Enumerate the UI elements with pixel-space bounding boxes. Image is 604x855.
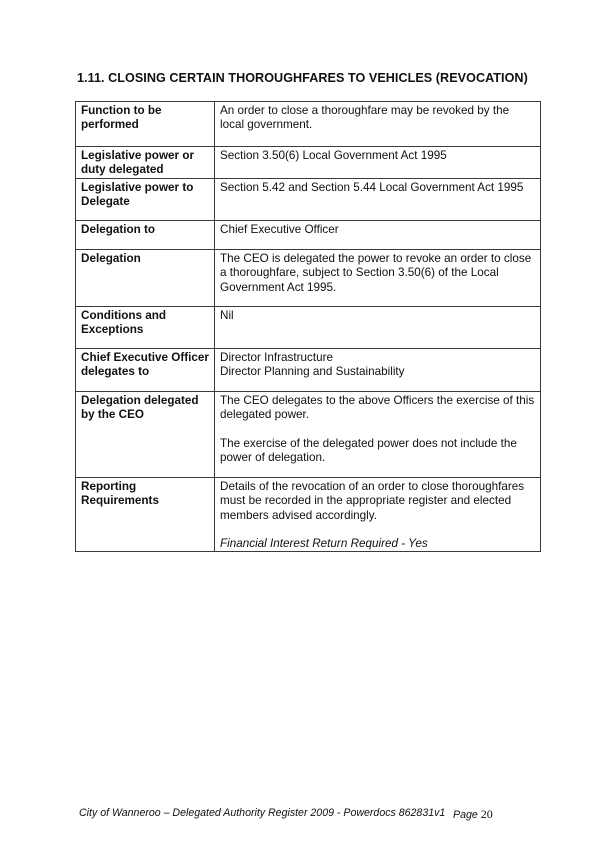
row-value: [215, 102, 541, 147]
row-label: Chief Executive Officer delegates to: [76, 348, 215, 391]
row-label: Function to be performed: [76, 102, 215, 147]
table-row: [76, 249, 541, 306]
row-label: Delegation delegated by the CEO: [76, 391, 215, 477]
row-label: Legislative power or duty delegated: [76, 147, 215, 179]
value-line: The CEO is delegated the power to revoke an order to close a thoroughfare, subject to Section 3.50(6) of the Local Government Act 1995.: [220, 251, 532, 294]
table-row: [76, 348, 541, 391]
row-value: [215, 220, 541, 249]
section-heading: 1.11. CLOSING CERTAIN THOROUGHFARES TO VEHICLES (REVOCATION): [77, 71, 528, 85]
row-value: [215, 477, 541, 552]
table-row: [76, 178, 541, 220]
row-value: [215, 348, 541, 391]
footer-text: City of Wanneroo – Delegated Authority Register 2009 - Powerdocs 862831v1: [79, 807, 446, 819]
value-line: Director Infrastructure: [220, 350, 334, 364]
page-number-value: 20: [480, 807, 493, 821]
value-line: Nil: [220, 308, 234, 322]
row-label: Legislative power to Delegate: [76, 178, 215, 220]
row-value: [215, 178, 541, 220]
row-value: [215, 147, 541, 179]
page-number: [453, 807, 493, 822]
row-value: [215, 249, 541, 306]
value-line: Section 5.42 and Section 5.44 Local Government Act 1995: [220, 180, 524, 194]
table-row: [76, 220, 541, 249]
value-line: An order to close a thoroughfare may be revoked by the local government.: [220, 104, 510, 132]
row-value: [215, 306, 541, 348]
table-row: [76, 102, 541, 147]
value-paragraph: Financial Interest Return Required - Yes: [220, 537, 428, 551]
table-row: [76, 306, 541, 348]
row-value: [215, 391, 541, 477]
table-row: [76, 391, 541, 477]
delegation-table: [75, 101, 541, 552]
row-label: Reporting Requirements: [76, 477, 215, 552]
row-label: Delegation to: [76, 220, 215, 249]
value-line: Chief Executive Officer: [220, 222, 339, 236]
value-line: Section 3.50(6) Local Government Act 1995: [220, 149, 447, 162]
page-label: Page: [453, 809, 478, 821]
row-label: Delegation: [76, 249, 215, 306]
value-line: Director Planning and Sustainability: [220, 365, 405, 379]
value-paragraph: The exercise of the delegated power does not include the power of delegation.: [220, 436, 517, 465]
row-label: Conditions and Exceptions: [76, 306, 215, 348]
value-paragraph: The CEO delegates to the above Officers the exercise of this delegated power.: [220, 393, 535, 422]
table-row: [76, 477, 541, 552]
table-row: [76, 147, 541, 179]
value-paragraph: Details of the revocation of an order to close thoroughfares must be recorded in the appropriate register and elected members advised accordingly.: [220, 479, 525, 522]
